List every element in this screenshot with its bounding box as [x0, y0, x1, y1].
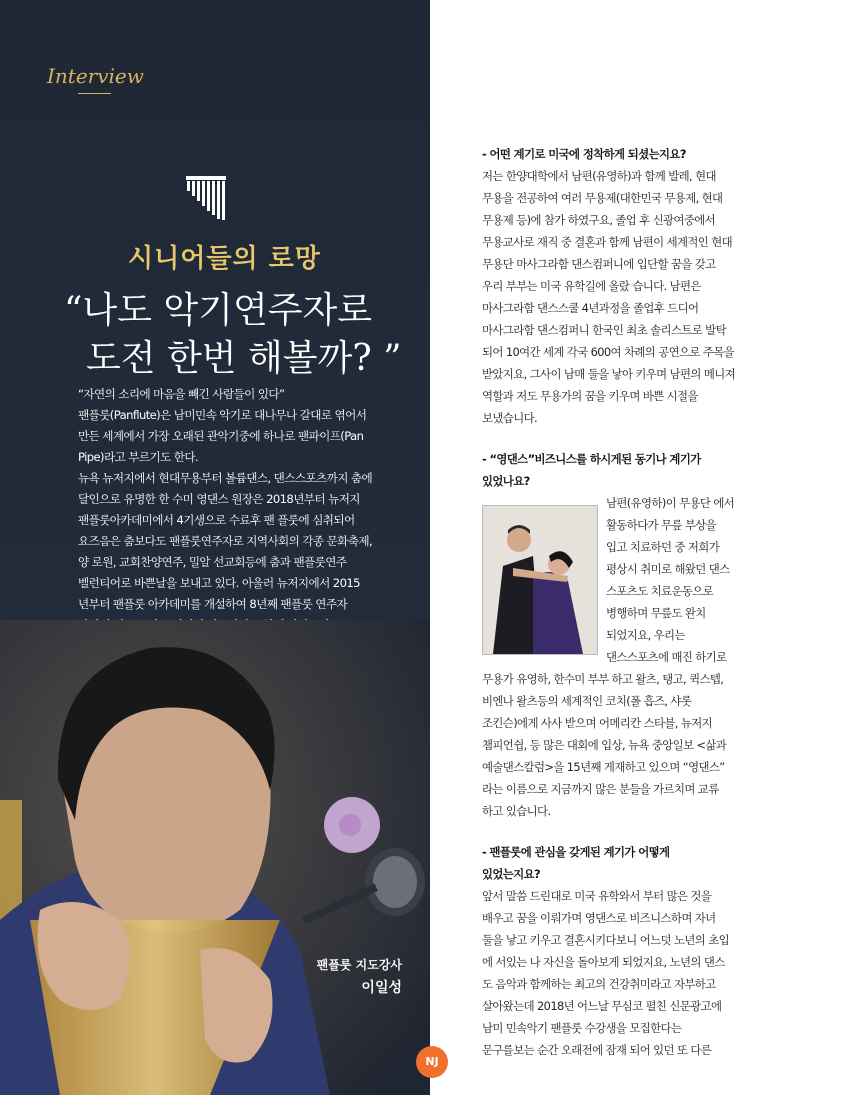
answer-line: 둘을 낳고 키우고 결혼시키다보니 어느덧 노년의 초입: [482, 933, 729, 947]
intro-line: 양 로원, 교회찬양연주, 밀알 선교회등에 춤과 팬플룻연주: [78, 555, 347, 569]
intro-line: 팬플룻아카데미에서 4기생으로 수료후 팬 플룻에 심취되어: [78, 513, 355, 527]
answer-line: 무용을 전공하여 여러 무용제(대한민국 무용제, 현대: [482, 191, 723, 205]
intro-text: [78, 384, 390, 636]
intro-line: 뉴욕 뉴저지에서 현대무용부터 볼륨댄스, 댄스스포츠까지 춤에: [78, 471, 373, 485]
answer-line: 받았지요, 그사이 남매 둘을 낳아 키우며 남편의 메니져: [482, 367, 736, 381]
answer-line: 무용제 등)에 참가 하였구요, 졸업 후 신광여중에서: [482, 213, 716, 227]
intro-line: 벨런티어로 바쁜날을 보내고 있다. 아울러 뉴저지에서 2015: [78, 576, 360, 590]
panflute-icon: [186, 176, 226, 220]
panflute-player-photo: [0, 620, 430, 1095]
headline-subtitle: 시니어들의 로망: [128, 244, 321, 274]
answer-line: 댄스스포츠에 매진 하기로: [606, 650, 727, 664]
answer-line: 되어 10여간 세계 각국 600여 차례의 공연으로 주목을: [482, 345, 735, 359]
headline-title-line2: 도전 한번 해볼까? ”: [86, 338, 402, 379]
section-label: Interview: [47, 64, 144, 88]
answer-line: 남미 민속악기 팬플룻 수강생을 모집한다는: [482, 1021, 682, 1035]
intro-line: 년부터 팬플룻 아카데미를 개설하여 8년째 팬플룻 연주자: [78, 597, 348, 611]
answer-line: 살아왔는데 2018년 어느날 무심코 펼친 신문광고에: [482, 999, 722, 1013]
answer-line: 보냈습니다.: [482, 411, 538, 425]
answer-line: 문구를보는 순간 오래전에 잠재 되어 있던 또 다른: [482, 1043, 712, 1057]
question: 있었는지요?: [482, 867, 541, 881]
answer-line: 비엔나 왈츠등의 세계적인 코치(폴 흡즈, 샤롯: [482, 694, 692, 708]
answer-line: 마사그라함 댄스컴퍼니 한국인 최초 솔리스트로 발탁: [482, 323, 726, 337]
inset-caption: 무용가 유영하, 한수미 부부: [482, 672, 609, 686]
answer-line: 하고 왈츠, 탱고, 퀵스텝,: [611, 672, 724, 686]
answer-line: 스포츠도 치료운동으로: [606, 584, 714, 598]
intro-line: 만든 세계에서 가장 오래된 관악기중에 하나로 팬파이프(Pan: [78, 429, 364, 443]
dancing-couple-photo: [482, 505, 598, 655]
answer-line: 무용교사로 재직 중 결혼과 함께 남편이 세계적인 현대: [482, 235, 733, 249]
page-badge: NJ: [416, 1046, 448, 1078]
answer-line: 조킨슨)에게 사사 받으며 어메리칸 스타블, 뉴저지: [482, 716, 713, 730]
answer-line: 예술댄스칼럼>을 15년째 게재하고 있으며 “영댄스”: [482, 760, 725, 774]
answer-line: 에 서있는 나 자신을 돌아보게 되었지요, 노년의 댄스: [482, 955, 725, 969]
answer-line: 남편(유영하)이 무용단 에서: [606, 496, 735, 510]
section-underline: [78, 93, 111, 94]
intro-line: “자연의 소리에 마음을 빼긴 사람들이 있다”: [78, 387, 285, 401]
answer-line: 앞서 말씀 드린대로 미국 유학와서 부터 많은 것을: [482, 889, 712, 903]
answer-line: 라는 이름으로 지금까지 많은 분들을 가르치며 교류: [482, 782, 719, 796]
answer-line: 챔피언쉽, 등 많은 대회에 입상, 뉴욕 중앙일보 <삶과: [482, 738, 727, 752]
answer-line: 도 음악과 함께하는 최고의 건강취미라고 자부하고: [482, 977, 716, 991]
answer-line: 되었지요, 우리는: [606, 628, 685, 642]
float-text: [606, 492, 754, 668]
question: - “영댄스”비즈니스를 하시게된 동기나 계기가: [482, 452, 701, 466]
intro-line: Pipe)라고 부르기도 한다.: [78, 450, 199, 464]
answer-line: 우리 부부는 미국 유학길에 올랐 습니다. 남편은: [482, 279, 701, 293]
intro-line: 요즈음은 춤보다도 팬플룻연주자로 지역사회의 각종 문화축제,: [78, 534, 373, 548]
question: 있었나요?: [482, 474, 530, 488]
answer-line: 무용단 마사그라함 댄스컴퍼니에 입단할 꿈을 갖고: [482, 257, 716, 271]
answer-line: 하고 있습니다.: [482, 804, 551, 818]
answer-line: 배우고 꿈을 이뤄가며 영댄스로 비즈니스하며 자녀: [482, 911, 716, 925]
question: - 팬플룻에 관심을 갖게된 계기가 어떻게: [482, 845, 670, 859]
inset-caption-line: [482, 668, 754, 690]
photo-caption: [317, 956, 402, 997]
answer-line: 입고 치료하던 중 저희가: [606, 540, 720, 554]
caption-name: 이일성: [361, 980, 402, 996]
photo-float-block: [482, 492, 754, 668]
answer-line: 평상시 취미로 해왔던 댄스: [606, 562, 730, 576]
interview-column: [482, 143, 754, 1061]
answer-line: 마사그라함 댄스스쿨 4년과정을 졸업후 드디어: [482, 301, 699, 315]
answer-line: 병행하며 무릎도 완치: [606, 606, 706, 620]
intro-line: 팬플룻(Panflute)은 남미민속 악기로 대나무나 갈대로 엮어서: [78, 408, 367, 422]
intro-line: 달인으로 유명한 한 수미 영댄스 원장은 2018년부터 뉴저지: [78, 492, 360, 506]
answer-line: 저는 한양대학에서 남편(유영하)과 함께 발레, 현대: [482, 169, 716, 183]
answer-line: 역할과 저도 무용가의 꿈을 키우며 바쁜 시절을: [482, 389, 698, 403]
headline-title-line1: “나도 악기연주자로: [64, 290, 373, 331]
question: - 어떤 계기로 미국에 정착하게 되셨는지요?: [482, 147, 686, 161]
answer-line: 활동하다가 무릎 부상을: [606, 518, 717, 532]
caption-role: 팬플룻 지도강사: [316, 958, 402, 972]
